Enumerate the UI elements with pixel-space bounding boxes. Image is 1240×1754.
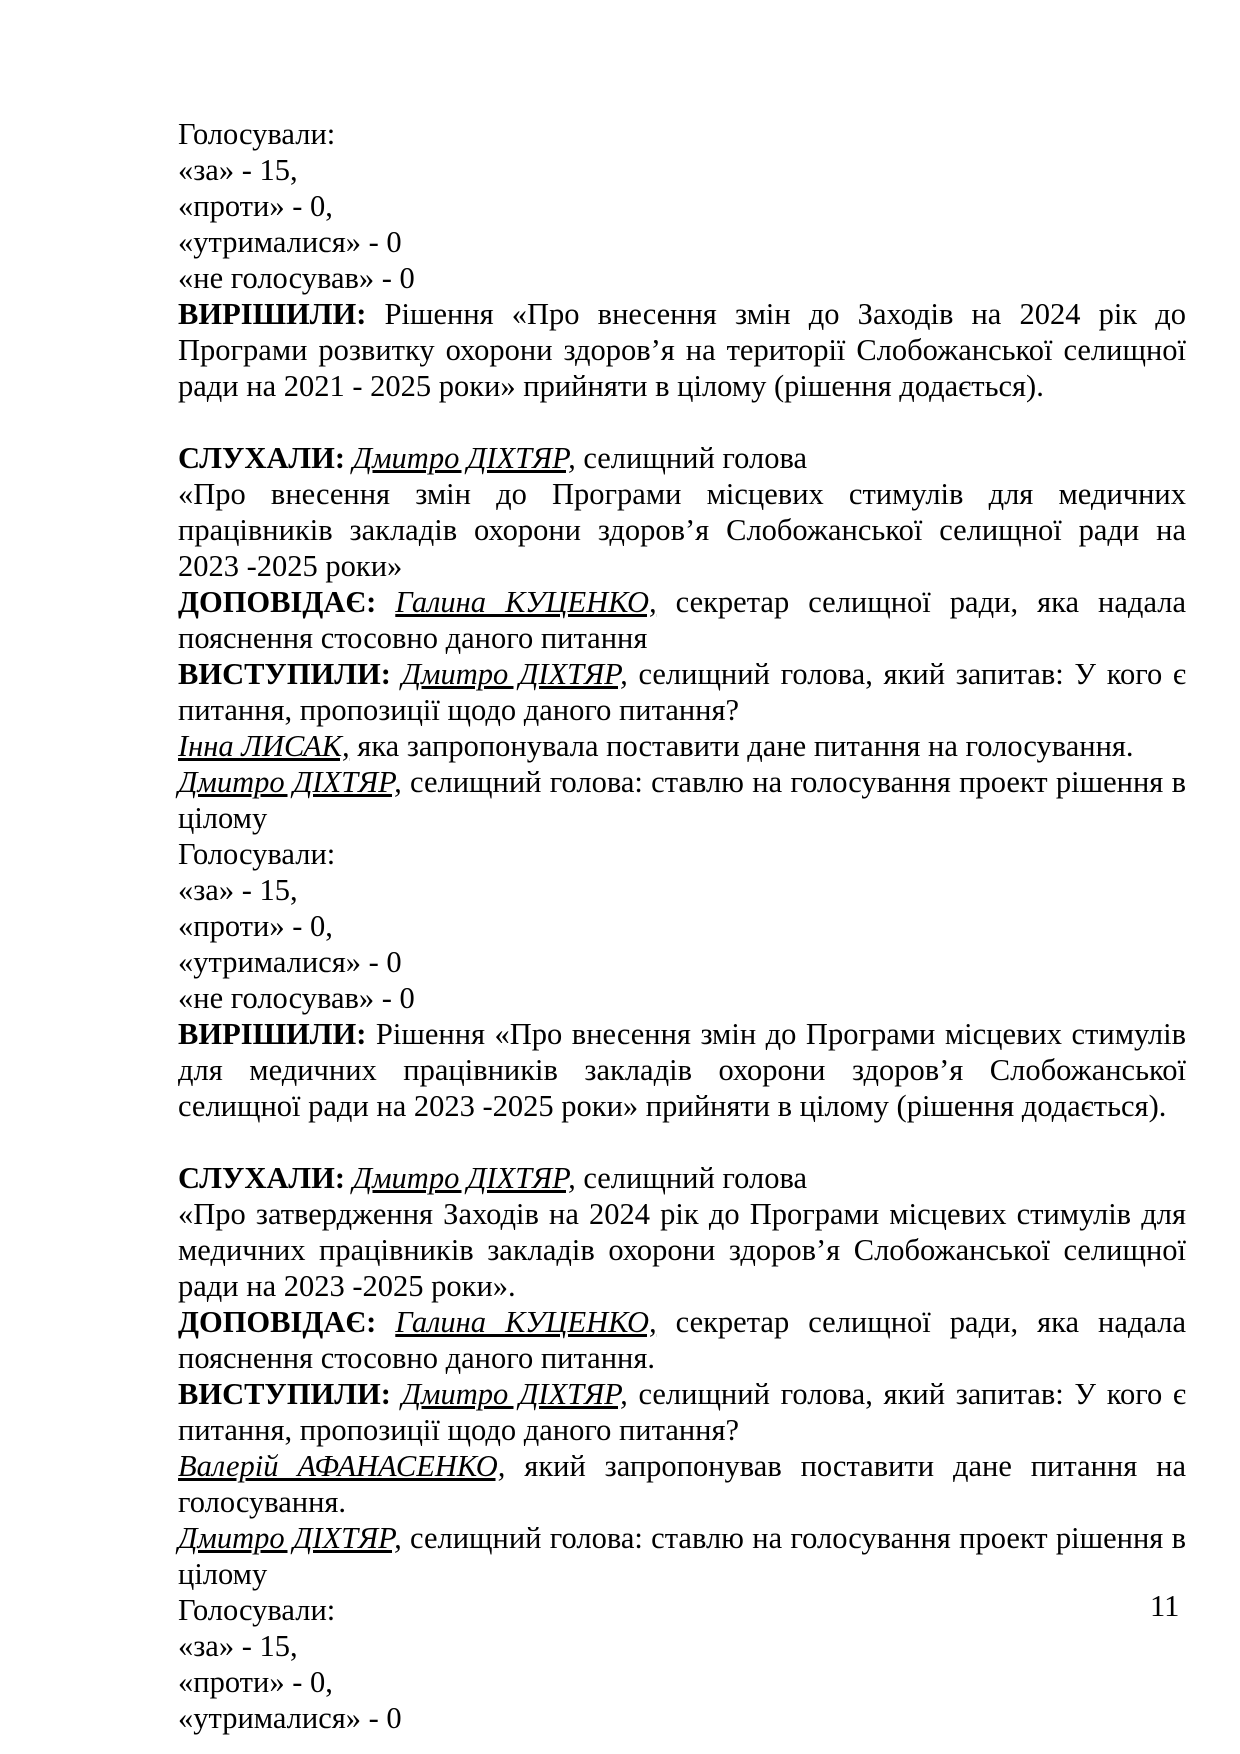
votes-heading: Голосували:	[178, 837, 336, 871]
person-name: Дмитро ДІХТЯР,	[352, 1161, 576, 1195]
person-name: Валерій АФАНАСЕНКО,	[178, 1449, 506, 1483]
person-name: Дмитро ДІХТЯР,	[352, 441, 576, 475]
decision-paragraph	[178, 296, 1186, 404]
person-name: Дмитро ДІХТЯР,	[401, 657, 628, 691]
decision-label: ВИРІШИЛИ:	[178, 1017, 367, 1051]
person-name: Дмитро ДІХТЯР,	[401, 1377, 628, 1411]
spoke-label: ВИСТУПИЛИ:	[178, 1377, 391, 1411]
votes-heading: Голосували:	[178, 117, 336, 151]
agenda-title: «Про затвердження Заходів на 2024 рік до Програми місцевих стимулів для медичних працівників закладів охорони здоров’я Слобожанської селищної ради на 2023 -2025 роки».	[178, 1197, 1186, 1303]
speaker-paragraph	[178, 728, 1186, 764]
person-name: Галина КУЦЕНКО,	[395, 585, 657, 619]
votes-against: «проти» - 0,	[178, 1665, 333, 1699]
report-text: секретар селищної ради, яка надала пояснення стосовно даного питання.	[178, 1305, 1187, 1375]
report-paragraph	[178, 1304, 1186, 1376]
speaker-text: яка запропонувала поставити дане питання на голосування.	[357, 729, 1134, 763]
agenda-title: «Про внесення змін до Програми місцевих стимулів для медичних працівників закладів охорони здоров’я Слобожанської селищної ради на 2023 -2025 роки»	[178, 477, 1186, 583]
decision-paragraph	[178, 1016, 1186, 1124]
votes-abstained: «утрималися» - 0	[178, 945, 402, 979]
spoke-paragraph	[178, 656, 1186, 728]
decision-text: Рішення «Про внесення змін до Програми місцевих стимулів для медичних працівників закладів охорони здоров’я Слобожанської селищної ради на 2023 -2025 роки» прийняти в цілому (рішення додається).	[178, 1017, 1186, 1123]
spoke-text: селищний голова, який запитав: У кого є питання, пропозиції щодо даного питання?	[178, 657, 1187, 727]
votes-against: «проти» - 0,	[178, 189, 333, 223]
votes-not-voted: «не голосував» - 0	[178, 981, 415, 1015]
heard-role: селищний голова	[583, 441, 808, 475]
votes-heading: Голосували:	[178, 1593, 336, 1627]
votes-for: «за» - 15,	[178, 1629, 298, 1663]
person-name: Інна ЛИСАК,	[178, 729, 350, 763]
spoke-paragraph	[178, 1376, 1186, 1448]
votes-for: «за» - 15,	[178, 873, 298, 907]
speaker-text: селищний голова: ставлю на голосування проект рішення в цілому	[178, 765, 1187, 835]
heard-label: СЛУХАЛИ:	[178, 1161, 346, 1195]
report-paragraph	[178, 584, 1186, 656]
speaker-text: селищний голова: ставлю на голосування проект рішення в цілому	[178, 1521, 1187, 1591]
report-label: ДОПОВІДАЄ:	[178, 585, 377, 619]
decision-text: Рішення «Про внесення змін до Заходів на 2024 рік до Програми розвитку охорони здоров’я на території Слобожанської селищної ради на 2021 - 2025 роки» прийняти в цілому (рішення додається).	[178, 297, 1186, 403]
votes-for: «за» - 15,	[178, 153, 298, 187]
votes-abstained: «утрималися» - 0	[178, 225, 402, 259]
votes-abstained: «утрималися» - 0	[178, 1701, 402, 1735]
heard-role: селищний голова	[583, 1161, 808, 1195]
page-number: 11	[1150, 1589, 1180, 1623]
votes-against: «проти» - 0,	[178, 909, 333, 943]
spoke-label: ВИСТУПИЛИ:	[178, 657, 391, 691]
speaker-paragraph	[178, 1520, 1186, 1592]
report-text: секретар селищної ради, яка надала пояснення стосовно даного питання	[178, 585, 1187, 655]
heard-label: СЛУХАЛИ:	[178, 441, 346, 475]
person-name: Галина КУЦЕНКО,	[395, 1305, 657, 1339]
votes-not-voted: «не голосував» - 0	[178, 261, 415, 295]
person-name: Дмитро ДІХТЯР,	[178, 765, 402, 799]
person-name: Дмитро ДІХТЯР,	[178, 1521, 402, 1555]
heard-line	[178, 440, 1186, 476]
document-body	[178, 116, 1186, 1736]
speaker-text: який запропонував поставити дане питання на голосування.	[178, 1449, 1187, 1519]
speaker-paragraph	[178, 1448, 1186, 1520]
report-label: ДОПОВІДАЄ:	[178, 1305, 377, 1339]
spoke-text: селищний голова, який запитав: У кого є питання, пропозиції щодо даного питання?	[178, 1377, 1187, 1447]
speaker-paragraph	[178, 764, 1186, 836]
heard-line	[178, 1160, 1186, 1196]
decision-label: ВИРІШИЛИ:	[178, 297, 367, 331]
